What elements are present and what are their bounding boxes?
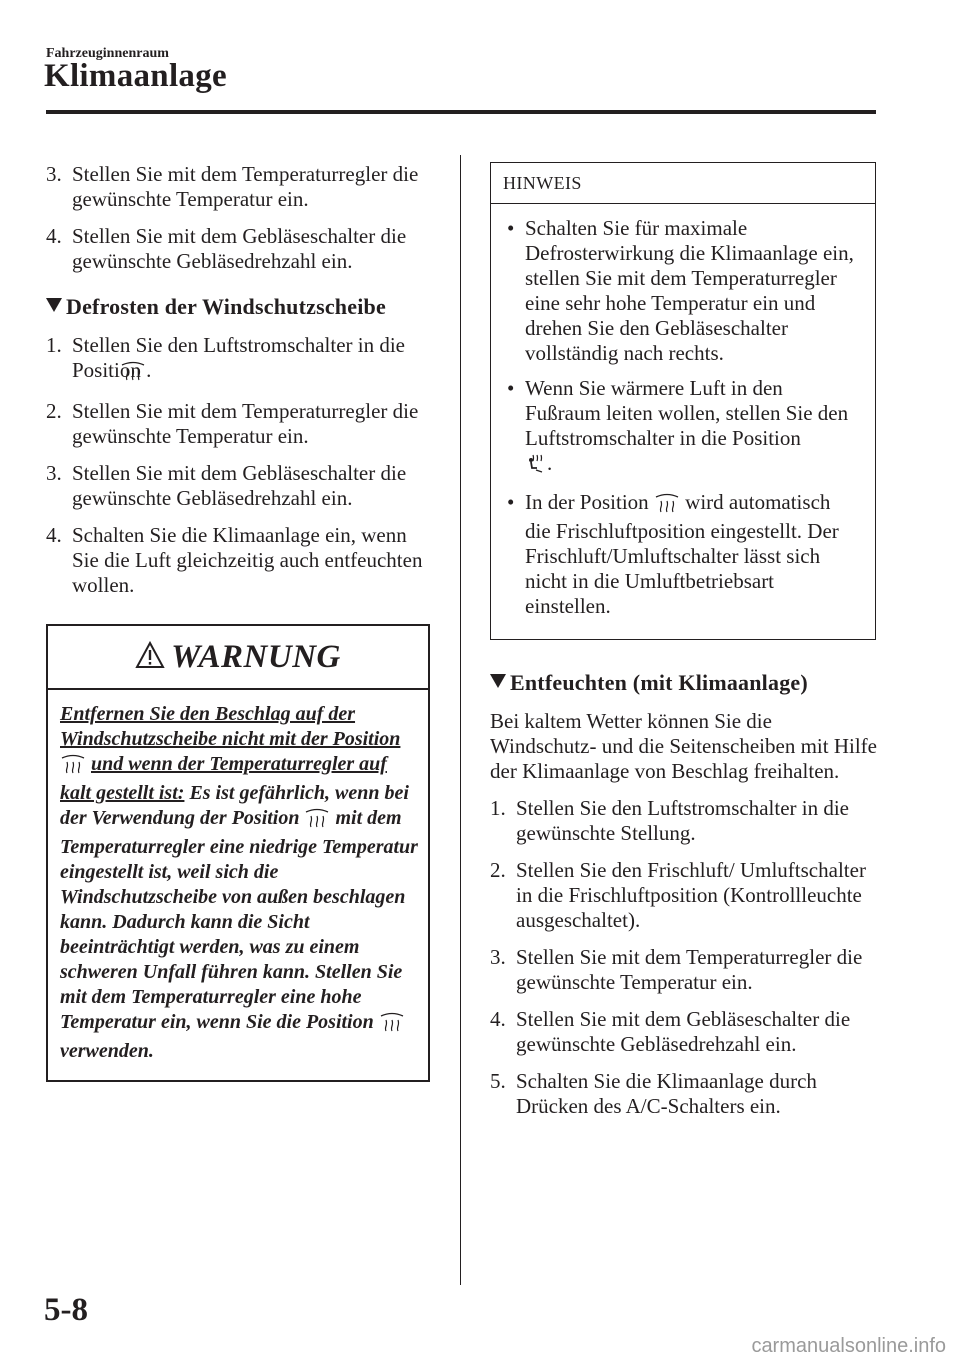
step-text: Schalten Sie die Klimaanlage ein, wenn Sie die Luft gleichzeitig auch entfeuchten wollen. [72,523,423,597]
step-number: 2. [46,399,62,423]
section-label: Fahrzeuginnenraum [46,46,169,61]
step-number: 3. [490,945,506,969]
list-item [490,858,878,933]
list-item [46,333,434,387]
list-item [46,162,434,212]
step-text: Stellen Sie den Luftstromschalter in die gewünschte Stellung. [516,796,850,845]
list-item [46,523,434,598]
step-number: 2. [490,858,506,882]
step-text: Stellen Sie mit dem Gebläseschalter die gewünschte Gebläsedrehzahl ein. [72,224,407,273]
section-heading-dehumidify: Entfeuchten (mit Klimaanlage) [490,670,878,695]
step-text-end: . [146,358,152,382]
step-number: 4. [46,224,62,248]
warning-title: WARNUNG [171,639,341,675]
defrost-mode-icon [304,808,330,835]
section-heading-defrost: Defrosten der Windschutzscheibe [46,294,434,319]
list-item: • Wenn Sie wärmere Luft in den Fußraum leiten wollen, stellen Sie den Luftstromschalter in die Position . [503,376,861,480]
triangle-bullet-icon [46,298,62,312]
list-item [490,945,878,995]
note-label: HINWEIS [491,163,875,204]
left-column [46,162,434,1082]
list-item [46,224,434,274]
step-number: 5. [490,1069,506,1093]
list-item [46,399,434,449]
header-rule [46,110,876,114]
paragraph: Bei kaltem Wetter können Sie die Windschutz- und die Seitenscheiben mit Hilfe der Klimaanlage von Beschlag freihalten. [490,709,877,783]
warning-text: verwenden. [60,1040,154,1062]
step-number: 1. [46,333,62,357]
step-text: Schalten Sie die Klimaanlage durch Drücken des A/C-Schalters ein. [516,1069,817,1118]
defrost-mode-icon [654,493,680,519]
list-item [490,1007,878,1057]
list-item [490,1069,878,1119]
step-number: 3. [46,461,62,485]
right-column [490,162,878,1131]
warning-underlined-text: Entfernen Sie den Beschlag auf der Windschutzscheibe nicht mit der Position [60,703,401,750]
warning-underlined-text: und wenn der Temperaturregler auf kalt gestellt ist: [60,753,387,804]
step-number: 4. [490,1007,506,1031]
step-number: 1. [490,796,506,820]
list-item [490,796,878,846]
list-item: • In der Position wird automatisch die Frischluftposition eingestellt. Der Frischluft/Umluftschalter lässt sich nicht in die Umluftbetriebsart einstellen. [503,490,861,619]
list-item [46,461,434,511]
floor-defrost-mode-icon [525,452,547,480]
step-number: 4. [46,523,62,547]
step-number: 3. [46,162,62,186]
step-text: Stellen Sie mit dem Temperaturregler die gewünschte Temperatur ein. [72,399,419,448]
warning-triangle-icon [135,641,165,675]
step-text: Stellen Sie mit dem Temperaturregler die gewünschte Temperatur ein. [72,162,419,211]
watermark-link[interactable]: carmanualsonline.info [751,1335,946,1357]
warning-box [46,624,430,1082]
triangle-bullet-icon [490,674,506,688]
step-text: Stellen Sie den Luftstromschalter in die Position [72,333,406,382]
note-body [491,204,875,639]
page-title: Klimaanlage [44,58,227,94]
defrost-mode-icon [60,754,86,781]
page-number: 5-8 [44,1292,88,1328]
step-text: Stellen Sie mit dem Gebläseschalter die gewünschte Gebläsedrehzahl ein. [516,1007,851,1056]
step-text: Stellen Sie den Frischluft/ Umluftschalter in die Frischluftposition (Kontrollleuchte ausgeschaltet). [516,858,866,932]
warning-header [48,626,428,690]
step-text: Stellen Sie mit dem Gebläseschalter die gewünschte Gebläsedrehzahl ein. [72,461,407,510]
warning-body [48,690,428,1080]
warning-text: mit dem Temperaturregler eine niedrige Temperatur eingestellt ist, weil sich die Windschutzscheibe von außen beschlagen kann. Dadurch kann die Sicht beeinträchtigt werden, was zu einem schweren Unfall führen kann. Stellen Sie mit dem Temperaturregler eine hohe Temperatur ein, wenn Sie die Position [60,807,418,1033]
warning-text: Es ist gefährlich, wenn bei der Verwendung der Position [60,782,409,829]
step-text: Stellen Sie mit dem Temperaturregler die gewünschte Temperatur ein. [516,945,863,994]
list-item: • Schalten Sie für maximale Defrosterwirkung die Klimaanlage ein, stellen Sie mit dem Temperaturregler eine sehr hohe Temperatur ein und drehen Sie den Gebläseschalter vollständig nach rechts. [503,216,861,366]
note-box [490,162,876,640]
defrost-mode-icon [379,1012,405,1039]
column-divider [460,155,461,1285]
